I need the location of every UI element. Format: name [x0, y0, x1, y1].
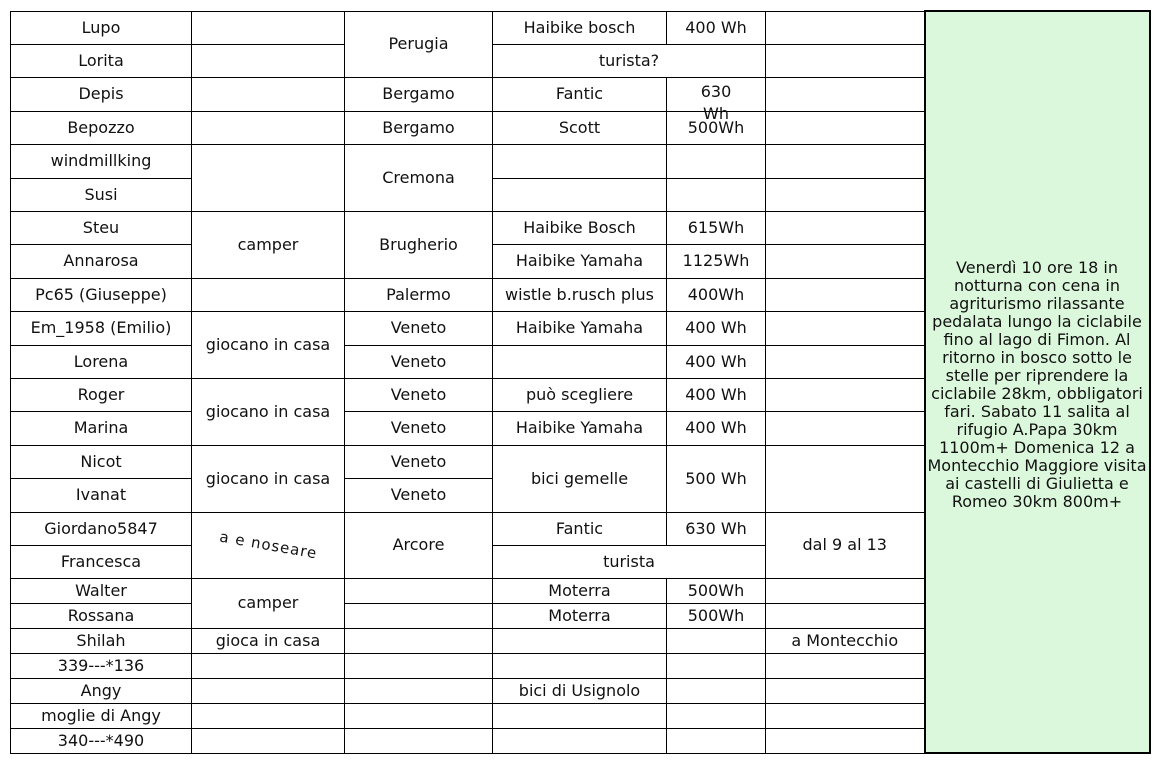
cell-name[interactable]: 339---*136 [11, 653, 192, 678]
cell-note[interactable] [192, 278, 345, 311]
cell-bike[interactable] [493, 178, 667, 211]
cell-bike[interactable]: bici di Usignolo [493, 678, 667, 703]
cell-extra[interactable] [766, 378, 925, 411]
cell-name[interactable]: Angy [11, 678, 192, 703]
cell-wh[interactable] [667, 178, 766, 211]
cell-bike[interactable] [493, 144, 667, 178]
cell-note[interactable] [192, 11, 345, 44]
cell-name[interactable]: Ivanat [11, 478, 192, 512]
cell-extra[interactable] [766, 111, 925, 144]
cell-extra[interactable] [766, 244, 925, 278]
cell-bike[interactable] [493, 728, 667, 753]
cell-name[interactable]: Steu [11, 211, 192, 244]
cell-name[interactable]: Lorena [11, 345, 192, 378]
cell-city[interactable]: Veneto [345, 378, 493, 411]
cell-note[interactable] [192, 728, 345, 753]
cell-extra[interactable] [766, 178, 925, 211]
cell-name[interactable]: windmillking [11, 144, 192, 178]
cell-note[interactable] [192, 512, 345, 578]
table-row [11, 11, 1150, 44]
cell-note[interactable] [192, 44, 345, 77]
cell-wh[interactable]: 615Wh [667, 211, 766, 244]
participants-sheet [10, 10, 1151, 754]
cell-name[interactable]: Susi [11, 178, 192, 211]
cell-city[interactable]: Bergamo [345, 111, 493, 144]
cell-wh[interactable]: 630 Wh [667, 512, 766, 545]
cell-bike[interactable] [493, 653, 667, 678]
cell-note[interactable] [192, 653, 345, 678]
cell-note[interactable] [192, 703, 345, 728]
cell-city[interactable]: Veneto [345, 478, 493, 512]
cell-name[interactable]: Lorita [11, 44, 192, 77]
cell-extra[interactable] [766, 311, 925, 345]
cell-extra[interactable] [766, 11, 925, 44]
cell-extra[interactable] [766, 703, 925, 728]
cell-name[interactable]: Em_1958 (Emilio) [11, 311, 192, 345]
cell-note[interactable] [192, 144, 345, 211]
cell-name[interactable]: Depis [11, 77, 192, 111]
cell-city[interactable] [345, 728, 493, 753]
cell-wh[interactable] [667, 728, 766, 753]
cell-name[interactable]: Roger [11, 378, 192, 411]
cell-city[interactable]: Bergamo [345, 77, 493, 111]
cell-bike[interactable]: Fantic [493, 77, 667, 111]
cell-wh[interactable]: 500 Wh [667, 445, 766, 512]
cell-note[interactable]: giocano in casa [192, 445, 345, 512]
cell-extra[interactable] [766, 445, 925, 512]
cell-wh[interactable] [667, 678, 766, 703]
cell-wh[interactable] [667, 653, 766, 678]
cell-extra[interactable]: dal 9 al 13 [766, 512, 925, 578]
cell-extra[interactable] [766, 653, 925, 678]
cell-note[interactable] [192, 678, 345, 703]
cell-note[interactable] [192, 77, 345, 111]
cell-extra[interactable] [766, 578, 925, 603]
cell-note[interactable]: giocano in casa [192, 378, 345, 445]
cell-wh[interactable]: 500Wh [667, 603, 766, 628]
cell-wh[interactable]: 400 Wh [667, 345, 766, 378]
cell-name[interactable]: Rossana [11, 603, 192, 628]
cell-bike[interactable]: bici gemelle [493, 445, 667, 512]
cell-extra[interactable] [766, 77, 925, 111]
cell-note[interactable]: camper [192, 578, 345, 628]
cell-city[interactable]: Veneto [345, 445, 493, 478]
cell-wh[interactable]: 1125Wh [667, 244, 766, 278]
cell-city[interactable] [345, 678, 493, 703]
cell-note[interactable]: camper [192, 211, 345, 278]
cell-wh[interactable] [667, 628, 766, 653]
cell-wh[interactable]: 400 Wh [667, 411, 766, 445]
cell-bike[interactable] [493, 703, 667, 728]
cell-city[interactable]: Veneto [345, 345, 493, 378]
cell-extra[interactable]: a Montecchio [766, 628, 925, 653]
cell-bike[interactable]: Fantic [493, 512, 667, 545]
cell-wh[interactable]: 400 Wh [667, 311, 766, 345]
cell-bike[interactable]: Moterra [493, 603, 667, 628]
cell-extra[interactable] [766, 44, 925, 77]
cell-name[interactable]: Nicot [11, 445, 192, 478]
cell-name[interactable]: Francesca [11, 545, 192, 578]
cell-name[interactable]: Lupo [11, 11, 192, 44]
cell-bike[interactable]: Haibike bosch [493, 11, 667, 44]
cell-city[interactable]: Brugherio [345, 211, 493, 278]
cell-extra[interactable] [766, 603, 925, 628]
cell-city[interactable] [345, 603, 493, 628]
cell-bike[interactable]: può scegliere [493, 378, 667, 411]
cell-wh[interactable]: 400 Wh [667, 11, 766, 44]
cell-name[interactable]: Annarosa [11, 244, 192, 278]
cell-wh[interactable]: 500Wh [667, 111, 766, 144]
cell-note[interactable] [192, 111, 345, 144]
cell-wh[interactable] [667, 144, 766, 178]
cell-extra[interactable] [766, 411, 925, 445]
cell-extra[interactable] [766, 728, 925, 753]
program-text: Venerdì 10 ore 18 in notturna con cena in agriturismo rilassante pedalata lungo la ciclabile fino al lago di Fimon. Al ritorno in bosco sotto le stelle per riprendere la ciclabile 28km, obbligatori fari. Sabato 11 salita al rifugio A.Papa 30km 1100m+ Domenica 12 a Montecchio Maggiore visita ai castelli di Giulietta e Romeo 30km 800m+ [927, 258, 1147, 511]
cell-city[interactable]: Cremona [345, 144, 493, 211]
cell-note[interactable]: giocano in casa [192, 311, 345, 378]
cell-merged[interactable]: turista [493, 545, 766, 578]
cell-bike[interactable]: Haibike Yamaha [493, 244, 667, 278]
cell-name[interactable]: moglie di Angy [11, 703, 192, 728]
cell-note[interactable]: gioca in casa [192, 628, 345, 653]
cell-city[interactable] [345, 578, 493, 603]
cell-city[interactable] [345, 628, 493, 653]
cell-extra[interactable] [766, 345, 925, 378]
cell-city[interactable]: Perugia [345, 11, 493, 77]
cell-name[interactable]: 340---*490 [11, 728, 192, 753]
cell-bike[interactable]: Moterra [493, 578, 667, 603]
cell-city[interactable] [345, 653, 493, 678]
cell-merged[interactable]: turista? [493, 44, 766, 77]
cell-name[interactable]: Shilah [11, 628, 192, 653]
cell-city[interactable]: Veneto [345, 411, 493, 445]
cell-name[interactable]: Giordano5847 [11, 512, 192, 545]
cell-wh[interactable] [667, 77, 766, 123]
cell-bike[interactable] [493, 628, 667, 653]
cell-extra[interactable] [766, 211, 925, 244]
cell-name[interactable]: Walter [11, 578, 192, 603]
cell-bike[interactable]: Scott [493, 111, 667, 144]
cell-bike[interactable]: Haibike Yamaha [493, 411, 667, 445]
cell-bike[interactable]: wistle b.rusch plus [493, 278, 667, 311]
cell-name[interactable]: Marina [11, 411, 192, 445]
cell-wh[interactable]: 400 Wh [667, 378, 766, 411]
cell-city[interactable] [345, 703, 493, 728]
cell-city[interactable]: Arcore [345, 512, 493, 578]
cell-name[interactable]: Pc65 (Giuseppe) [11, 278, 192, 311]
program-note[interactable] [925, 11, 1150, 753]
cell-bike[interactable]: Haibike Yamaha [493, 311, 667, 345]
cell-wh-text: 630 Wh [700, 82, 732, 123]
cell-extra[interactable] [766, 278, 925, 311]
cell-note-text: a e noseare [217, 527, 319, 563]
cell-bike[interactable]: Haibike Bosch [493, 211, 667, 244]
cell-city[interactable]: Palermo [345, 278, 493, 311]
cell-wh[interactable]: 500Wh [667, 578, 766, 603]
cell-wh[interactable]: 400Wh [667, 278, 766, 311]
cell-bike[interactable] [493, 345, 667, 378]
cell-name[interactable]: Bepozzo [11, 111, 192, 144]
cell-city[interactable]: Veneto [345, 311, 493, 345]
cell-extra[interactable] [766, 144, 925, 178]
cell-extra[interactable] [766, 678, 925, 703]
cell-wh[interactable] [667, 703, 766, 728]
